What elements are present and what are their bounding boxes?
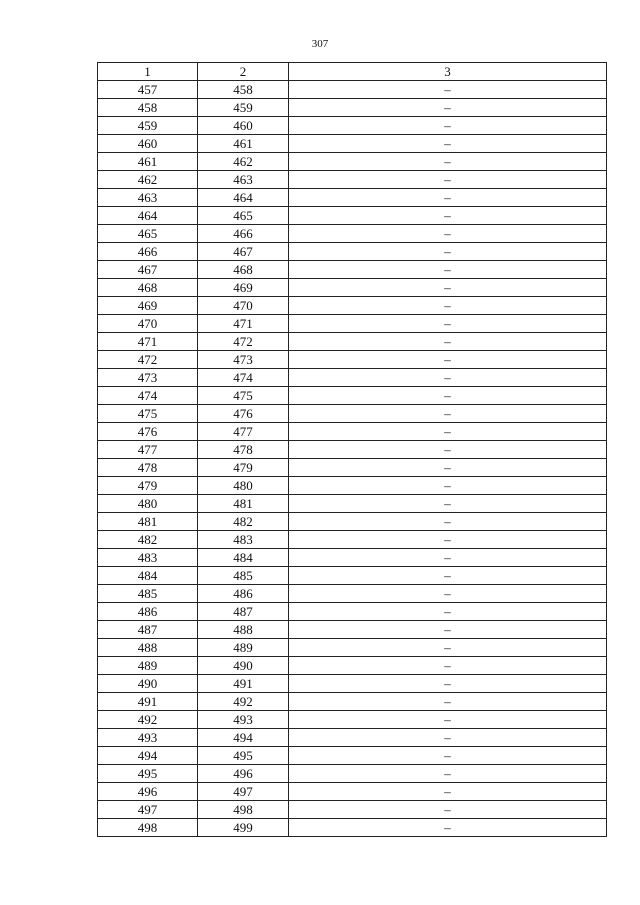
table-cell-col1: 495: [98, 765, 198, 783]
table-cell-col1: 493: [98, 729, 198, 747]
table-row: [98, 333, 607, 351]
table-cell-col3: –: [289, 243, 607, 261]
table-row: [98, 765, 607, 783]
table-cell-col2: 473: [198, 351, 289, 369]
table-cell-col2: 481: [198, 495, 289, 513]
table-cell-col1: 488: [98, 639, 198, 657]
table-cell-col2: 465: [198, 207, 289, 225]
table-cell-col2: 460: [198, 117, 289, 135]
table-row: [98, 693, 607, 711]
table-row: [98, 819, 607, 837]
table-cell-col1: 487: [98, 621, 198, 639]
table-cell-col3: –: [289, 639, 607, 657]
table-row: [98, 207, 607, 225]
table-row: [98, 117, 607, 135]
table-cell-col3: –: [289, 783, 607, 801]
table-cell-col1: 474: [98, 387, 198, 405]
table-row: [98, 567, 607, 585]
table-row: [98, 315, 607, 333]
table-header: [98, 63, 607, 81]
table-cell-col3: –: [289, 153, 607, 171]
page-number: 307: [311, 38, 329, 50]
table-cell-col3: –: [289, 171, 607, 189]
table-row: [98, 729, 607, 747]
table-cell-col1: 486: [98, 603, 198, 621]
table-cell-col2: 464: [198, 189, 289, 207]
table-row: [98, 423, 607, 441]
table-cell-col1: 472: [98, 351, 198, 369]
table-row: [98, 513, 607, 531]
table-row: [98, 81, 607, 99]
table-cell-col1: 489: [98, 657, 198, 675]
table-cell-col2: 482: [198, 513, 289, 531]
table-row: [98, 225, 607, 243]
table-cell-col3: –: [289, 279, 607, 297]
table-row: [98, 135, 607, 153]
table-cell-col1: 484: [98, 567, 198, 585]
table-cell-col2: 461: [198, 135, 289, 153]
table-row: [98, 351, 607, 369]
table-cell-col2: 495: [198, 747, 289, 765]
table-cell-col2: 498: [198, 801, 289, 819]
table-cell-col1: 457: [98, 81, 198, 99]
table-cell-col1: 467: [98, 261, 198, 279]
header-row: [98, 63, 607, 81]
table-row: [98, 171, 607, 189]
table-cell-col2: 488: [198, 621, 289, 639]
table-row: [98, 459, 607, 477]
table-cell-col3: –: [289, 513, 607, 531]
table-cell-col1: 463: [98, 189, 198, 207]
table-cell-col2: 479: [198, 459, 289, 477]
table-cell-col2: 459: [198, 99, 289, 117]
table-cell-col1: 492: [98, 711, 198, 729]
table-cell-col1: 468: [98, 279, 198, 297]
table-row: [98, 477, 607, 495]
table-cell-col2: 468: [198, 261, 289, 279]
table-cell-col3: –: [289, 603, 607, 621]
table-cell-col1: 490: [98, 675, 198, 693]
table-cell-col1: 470: [98, 315, 198, 333]
table-cell-col3: –: [289, 225, 607, 243]
table-row: [98, 387, 607, 405]
table-cell-col3: –: [289, 189, 607, 207]
column-header-3: 3: [289, 63, 607, 81]
table-cell-col2: 469: [198, 279, 289, 297]
table-row: [98, 261, 607, 279]
table-cell-col1: 465: [98, 225, 198, 243]
column-header-2: 2: [198, 63, 289, 81]
table-cell-col2: 491: [198, 675, 289, 693]
table-cell-col1: 473: [98, 369, 198, 387]
table-row: [98, 747, 607, 765]
table-cell-col1: 479: [98, 477, 198, 495]
table-row: [98, 711, 607, 729]
table-cell-col1: 497: [98, 801, 198, 819]
table-cell-col1: 480: [98, 495, 198, 513]
table-cell-col1: 477: [98, 441, 198, 459]
table-cell-col3: –: [289, 207, 607, 225]
table-cell-col3: –: [289, 387, 607, 405]
table-cell-col3: –: [289, 405, 607, 423]
table-cell-col3: –: [289, 351, 607, 369]
table-cell-col3: –: [289, 261, 607, 279]
table-cell-col1: 483: [98, 549, 198, 567]
table-row: [98, 675, 607, 693]
table-row: [98, 99, 607, 117]
table-cell-col3: –: [289, 711, 607, 729]
table-cell-col1: 469: [98, 297, 198, 315]
table-row: [98, 297, 607, 315]
table-row: [98, 531, 607, 549]
column-header-1: 1: [98, 63, 198, 81]
table-cell-col3: –: [289, 567, 607, 585]
table-cell-col3: –: [289, 729, 607, 747]
table-cell-col2: 483: [198, 531, 289, 549]
table-cell-col3: –: [289, 621, 607, 639]
table-cell-col2: 490: [198, 657, 289, 675]
table-cell-col1: 475: [98, 405, 198, 423]
table-cell-col1: 462: [98, 171, 198, 189]
table-cell-col2: 485: [198, 567, 289, 585]
table-row: [98, 189, 607, 207]
table-row: [98, 369, 607, 387]
table-cell-col1: 485: [98, 585, 198, 603]
table-cell-col3: –: [289, 117, 607, 135]
table-cell-col1: 482: [98, 531, 198, 549]
table-cell-col3: –: [289, 459, 607, 477]
table-row: [98, 441, 607, 459]
table-cell-col1: 464: [98, 207, 198, 225]
table-cell-col2: 470: [198, 297, 289, 315]
table-cell-col1: 476: [98, 423, 198, 441]
table-cell-col2: 496: [198, 765, 289, 783]
table-row: [98, 621, 607, 639]
table-cell-col2: 494: [198, 729, 289, 747]
table-row: [98, 495, 607, 513]
table-cell-col2: 480: [198, 477, 289, 495]
table-cell-col2: 486: [198, 585, 289, 603]
table-cell-col2: 487: [198, 603, 289, 621]
table-cell-col2: 484: [198, 549, 289, 567]
table-cell-col3: –: [289, 477, 607, 495]
table-cell-col2: 475: [198, 387, 289, 405]
table-cell-col1: 460: [98, 135, 198, 153]
table-cell-col3: –: [289, 675, 607, 693]
table-cell-col2: 497: [198, 783, 289, 801]
table-cell-col2: 492: [198, 693, 289, 711]
table-cell-col2: 471: [198, 315, 289, 333]
table-cell-col1: 471: [98, 333, 198, 351]
table-row: [98, 639, 607, 657]
table-row: [98, 279, 607, 297]
table-cell-col3: –: [289, 99, 607, 117]
table-cell-col3: –: [289, 423, 607, 441]
table-cell-col1: 459: [98, 117, 198, 135]
table-row: [98, 549, 607, 567]
table-cell-col2: 458: [198, 81, 289, 99]
table-cell-col2: 462: [198, 153, 289, 171]
table-cell-col3: –: [289, 765, 607, 783]
table-cell-col3: –: [289, 693, 607, 711]
table-row: [98, 801, 607, 819]
table-cell-col3: –: [289, 801, 607, 819]
table-cell-col1: 491: [98, 693, 198, 711]
table-cell-col2: 472: [198, 333, 289, 351]
table-cell-col3: –: [289, 441, 607, 459]
table-row: [98, 405, 607, 423]
table-cell-col2: 467: [198, 243, 289, 261]
table-cell-col3: –: [289, 81, 607, 99]
table-cell-col3: –: [289, 135, 607, 153]
table-row: [98, 603, 607, 621]
table-cell-col3: –: [289, 369, 607, 387]
table-cell-col1: 498: [98, 819, 198, 837]
table-cell-col1: 494: [98, 747, 198, 765]
table-cell-col2: 493: [198, 711, 289, 729]
table-cell-col1: 496: [98, 783, 198, 801]
table-cell-col2: 474: [198, 369, 289, 387]
table-cell-col3: –: [289, 747, 607, 765]
table-cell-col3: –: [289, 495, 607, 513]
table-cell-col3: –: [289, 549, 607, 567]
table-cell-col2: 476: [198, 405, 289, 423]
table-row: [98, 657, 607, 675]
table-cell-col3: –: [289, 585, 607, 603]
table-cell-col2: 478: [198, 441, 289, 459]
table-row: [98, 585, 607, 603]
table-cell-col1: 481: [98, 513, 198, 531]
table-cell-col1: 478: [98, 459, 198, 477]
table-cell-col2: 466: [198, 225, 289, 243]
table-cell-col2: 489: [198, 639, 289, 657]
table-cell-col3: –: [289, 297, 607, 315]
table-cell-col1: 458: [98, 99, 198, 117]
table-row: [98, 153, 607, 171]
data-table: [97, 62, 607, 837]
table-body: [98, 81, 607, 837]
table-row: [98, 783, 607, 801]
table-cell-col1: 461: [98, 153, 198, 171]
table-cell-col2: 463: [198, 171, 289, 189]
table-cell-col3: –: [289, 657, 607, 675]
table-cell-col2: 499: [198, 819, 289, 837]
table-cell-col3: –: [289, 819, 607, 837]
table-row: [98, 243, 607, 261]
table-cell-col3: –: [289, 315, 607, 333]
table-cell-col3: –: [289, 531, 607, 549]
table-cell-col2: 477: [198, 423, 289, 441]
table-cell-col3: –: [289, 333, 607, 351]
table-cell-col1: 466: [98, 243, 198, 261]
